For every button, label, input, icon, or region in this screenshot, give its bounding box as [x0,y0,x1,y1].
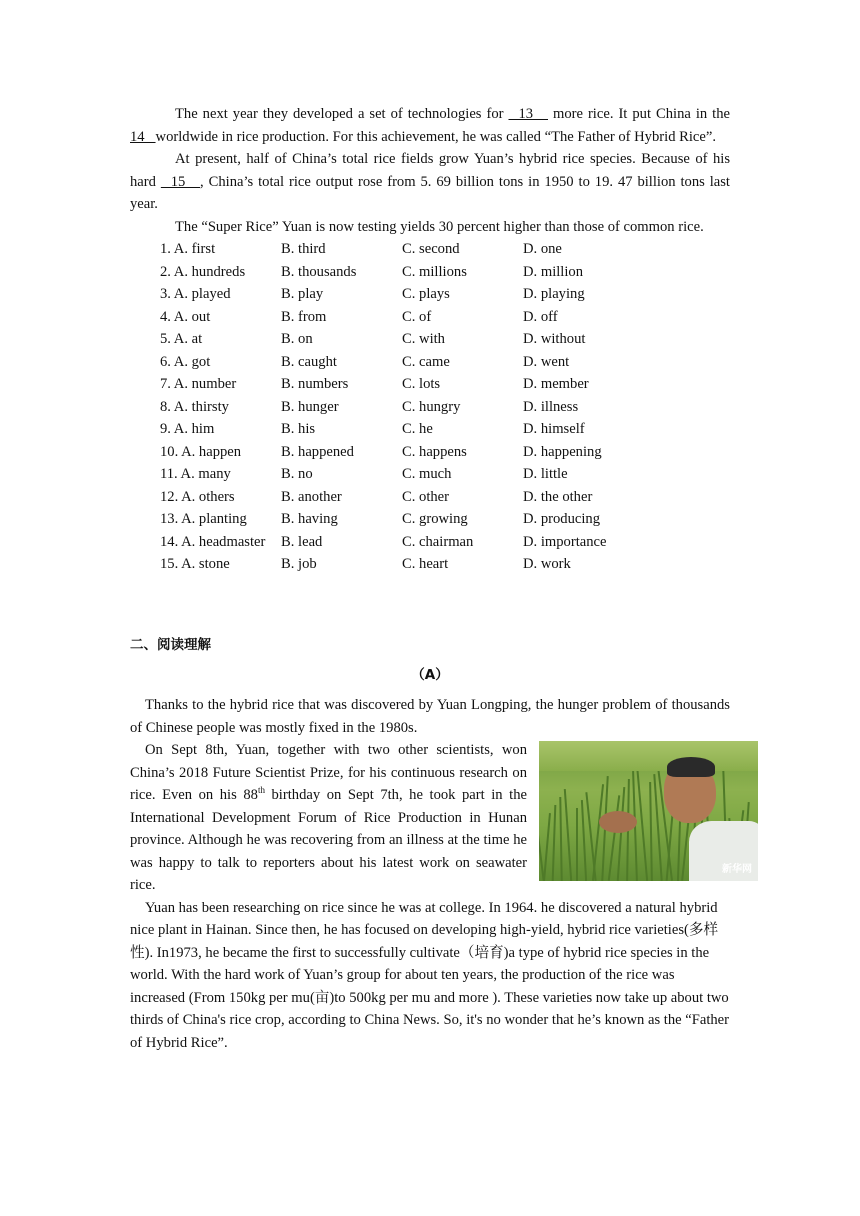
option-choice: 15. A. stone [160,556,230,572]
xinhua-watermark: 新华网 [722,864,752,875]
option-choice: D. the other [523,488,593,505]
option-choice: D. importance [523,533,607,550]
rice-stalk [581,800,587,881]
option-choice: C. plays [402,286,450,302]
option-choice: D. little [523,466,568,482]
cloze-paragraph-2 [130,148,730,216]
option-row [160,553,606,576]
option-row [160,486,606,509]
option-choice: C. with [402,331,445,347]
option-row [160,283,606,306]
option-row [160,328,606,351]
option-row [160,306,606,329]
option-choice: 6. A. got [160,353,211,370]
passage-label: （A） [411,667,449,683]
option-choice: C. second [402,241,460,257]
option-choice: D. went [523,353,570,370]
reading-paragraph-3: Yuan has been researching on rice since he was at college. In 1964. he discovered a natural hybrid nice plant in Hainan. Since then, he has focused on developing high-yield, hybrid rice varieties(多样性). In1973, he became the first to successfully cultivate（培育)a type of hybrid rice species in the world. With the hard work of Yuan’s group for about ten years, the production of the rice was increased (From 150kg per mu(亩)to 500kg per mu and more ). These varieties now take up about two thirds of China's rice crop, according to China News. So, it's no wonder that he’s known as the “Father of Hybrid Rice”. [130,899,730,1051]
photo-hand [599,811,637,833]
option-choice: C. millions [402,263,467,280]
cloze-paragraph-3: The “Super Rice” Yuan is now testing yields 30 percent higher than those of common rice. [175,218,704,235]
option-row [160,351,606,374]
text-run: birthday on Sept 7th, he took part in the International Development Forum of Rice Production in Hunan province. Although he was recovering from an illness at the time he was happy to talk to reporters about his latest work on seawater rice. [130,787,527,893]
rice-stalk [649,782,653,881]
option-choice: 13. A. planting [160,511,247,527]
option-choice: B. on [281,331,313,347]
option-choice: B. third [281,241,326,257]
option-choice: D. happening [523,443,602,460]
rice-stalk [552,805,557,881]
option-row [160,238,606,261]
option-choice: C. hungry [402,398,461,415]
option-choice: C. came [402,353,450,370]
option-choice: D. million [523,263,583,280]
option-choice: B. having [281,511,338,527]
option-choice: B. play [281,286,324,302]
text-run: At present, half of China’s total rice fields grow Yuan’s hybrid rice species. Because of his hard [130,151,730,190]
option-choice: 5. A. at [160,331,203,347]
option-choice: D. without [523,331,586,347]
option-choice: 4. A. out [160,308,211,325]
options-table [160,238,606,576]
option-choice: 7. A. number [160,376,237,392]
option-choice: B. hunger [281,398,339,415]
option-choice: D. himself [523,421,585,437]
option-choice: B. no [281,466,313,482]
blank-14: 14 [130,128,156,145]
yuan-longping-photo [539,741,758,881]
photo-background [539,741,758,771]
option-choice: 3. A. played [160,286,231,302]
option-choice: B. job [281,556,317,572]
rice-stalk [543,813,551,881]
blank-13: 13 [508,106,548,122]
rice-stalk [677,820,681,881]
option-choice: C. other [402,488,450,505]
option-choice: C. of [402,308,432,325]
option-choice: 9. A. him [160,421,215,437]
superscript: th [257,785,265,796]
rice-stalk [636,763,648,881]
option-choice: 11. A. many [160,466,231,482]
rice-stalk [564,789,572,881]
option-choice: D. off [523,308,558,325]
cloze-passage [130,103,730,576]
option-choice: 10. A. happen [160,443,242,460]
section-title: 二、阅读理解 [130,637,211,653]
text-run: On Sept 8th, Yuan, together with two other scientists, won China’s 2018 Future Scientist Prize, for his continuous research on rice. Even on his 88 [130,742,527,803]
option-choice: D. illness [523,398,579,415]
option-choice: B. another [281,488,342,505]
text-run: more rice. It put China in the [548,106,730,122]
option-row [160,396,606,419]
option-choice: 8. A. thirsty [160,398,229,415]
text-run: The next year they developed a set of technologies for [175,106,509,122]
blank-15: 15 [160,173,201,190]
option-choice: B. happened [281,443,354,460]
option-choice: D. member [523,376,589,392]
option-choice: D. playing [523,286,585,302]
text-run: worldwide in rice production. For this achievement, he was called “The Father of Hybrid Rice”. [155,128,717,145]
rice-stalk [576,808,578,881]
reading-passage [130,694,752,1054]
photo-hair [667,757,715,777]
option-choice: C. much [402,466,452,482]
rice-stalk [559,797,562,881]
option-row [160,261,606,284]
option-choice: D. work [523,556,571,572]
option-choice: 12. A. others [160,488,235,505]
option-choice: B. caught [281,353,337,370]
option-choice: D. producing [523,511,601,527]
option-choice: C. lots [402,376,441,392]
option-choice: C. chairman [402,533,474,550]
option-choice: 2. A. hundreds [160,263,246,280]
option-choice: B. thousands [281,263,357,280]
option-choice: C. he [402,421,433,437]
option-choice: C. growing [402,511,468,527]
reading-paragraph-1: Thanks to the hybrid rice that was discovered by Yuan Longping, the hunger problem of thousands of Chinese people was mostly fixed in the 1980s. [130,697,730,736]
option-row [160,418,606,441]
option-choice: C. happens [402,443,467,460]
option-row [160,373,606,396]
option-choice: B. numbers [281,376,349,392]
option-choice: B. his [281,421,316,437]
option-choice: D. one [523,241,562,257]
option-choice: B. lead [281,533,323,550]
cloze-paragraph-1 [130,103,730,148]
text-run: , China’s total rice output rose from 5. 69 billion tons in 1950 to 19. 47 billion tons last year. [130,173,730,212]
option-row [160,531,606,554]
rice-stalk [585,792,596,881]
option-row [160,441,606,464]
option-choice: B. from [281,308,327,325]
option-row [160,463,606,486]
option-choice: C. heart [402,556,449,572]
option-choice: 1. A. first [160,241,216,257]
option-row [160,508,606,531]
option-choice: 14. A. headmaster [160,533,266,550]
